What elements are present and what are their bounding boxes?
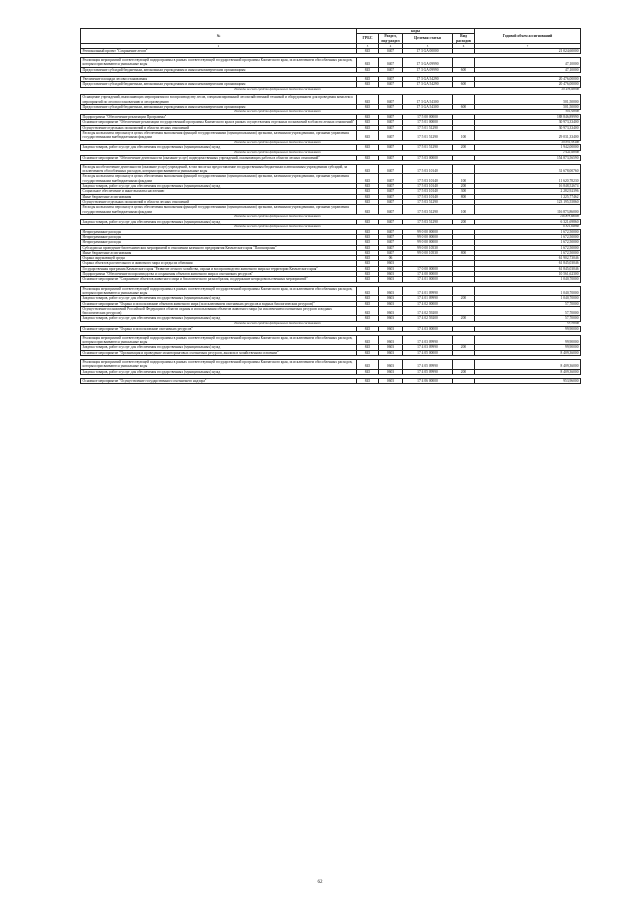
row-amount-cell: 20 476,00000 [475,82,581,87]
federal-note-amount: 20 476,00000 [561,87,579,91]
row-target-cell: 17 4 01 09990 [403,286,453,296]
row-section-cell: 0603 [379,286,403,296]
row-name-cell: Подпрограмма "Обеспечение воспроизводства и сохранения объектов животного мира и охотничьих ресурсов" [81,272,357,277]
budget-table-sheet [80,28,580,384]
row-amount-cell: 30 973,33400 [475,125,581,130]
row-type-cell [453,286,475,296]
row-name-cell: Предоставление субсидий бюджетным, автономным учреждениям и иным некоммерческим организациям [81,105,357,110]
row-grbs-cell: 845 [357,131,379,141]
row-name-cell: Предоставление субсидий бюджетным, автономным учреждениям и иным некоммерческим организациям [81,67,357,72]
table-row [81,286,581,296]
row-grbs-cell: 845 [357,272,379,277]
row-amount-cell: 16 848,52674 [475,184,581,189]
row-target-cell: 99 0 00 00000 [403,240,453,245]
row-type-cell: 800 [453,250,475,255]
row-name-cell: Увеличение площади лесовосстановления [81,77,357,82]
header-grbs: ГРБС [357,34,379,44]
row-section-cell: 0407 [379,174,403,184]
row-grbs-cell: 845 [357,115,379,120]
row-target-cell: 17 5 01 51290 [403,145,453,150]
row-target-cell: 17 5 01 51290 [403,131,453,141]
row-grbs-cell: 845 [357,189,379,194]
row-target-cell: 17 5 00 00000 [403,115,453,120]
row-target-cell: 17 4 00 00000 [403,272,453,277]
row-target-cell: 17 4 06 00000 [403,378,453,383]
row-type-cell [453,360,475,370]
row-amount-cell: 1 040,70000 [475,286,581,296]
row-target-cell: 17 4 05 09990 [403,369,453,374]
federal-note-text: Расходы за счет средств федерального бюджета составляют [234,150,321,154]
row-name-cell: Основное мероприятие "Охрана и использование объектов животного мира (за исключением охотничьих ресурсов и водных биологических ресурсов)" [81,301,357,306]
row-section-cell: 0603 [379,261,403,266]
header-codes: коды [357,29,475,34]
row-name-cell: Социальное обеспечение и иные выплаты населению [81,189,357,194]
row-grbs-cell: 845 [357,184,379,189]
row-grbs-cell: 845 [357,82,379,87]
row-amount-cell: 47,10000 [475,58,581,68]
row-grbs-cell: 845 [357,301,379,306]
row-section-cell: 0407 [379,199,403,204]
row-section-cell: 0407 [379,58,403,68]
row-grbs-cell: 845 [357,286,379,296]
row-target-cell: 17 4 03 09990 [403,345,453,350]
row-name-cell: Осуществление отдельных полномочий в области лесных отношений [81,199,357,204]
row-name-cell: Закупка товаров, работ и услуг для обеспечения государственных (муниципальных) нужд [81,345,357,350]
row-section-cell: 0407 [379,67,403,72]
row-type-cell [453,378,475,383]
row-type-cell: 800 [453,194,475,199]
colnum-grbs: 3 [357,43,379,48]
row-amount-cell: 8 409,36000 [475,350,581,355]
row-section-cell: 0407 [379,145,403,150]
row-amount-cell: 29 031,33400 [475,131,581,141]
row-amount-cell: 10 561,62300 [475,272,581,277]
row-amount-cell: 20 476,00000 [475,77,581,82]
federal-note-text: Расходы за счет средств федерального бюджета составляют [234,321,321,325]
row-type-cell: 200 [453,184,475,189]
colnum-section: 4 [379,43,403,48]
table-row [81,205,581,215]
row-section-cell: 0407 [379,250,403,255]
row-name-cell: Реализация мероприятий соответствующей подпрограммы в рамках соответствующей государственной программы Камчатского края, за исключением обособленных расходов, которым присваиваются уникальные коды [81,58,357,68]
row-section-cell: 0603 [379,326,403,331]
row-section-cell: 0603 [379,266,403,271]
row-target-cell: 17 5 01 51290 [403,125,453,130]
row-name-cell: Основное мероприятие "Охрана и использование охотничьих ресурсов" [81,326,357,331]
header-expense-type: Вид расходов [453,34,475,44]
federal-note-text: Расходы за счет средств федерального бюджета составляют [234,224,321,228]
row-grbs-cell: 845 [357,250,379,255]
row-name-cell: Закупка товаров, работ и услуг для обеспечения государственных (муниципальных) нужд [81,316,357,321]
row-grbs-cell: 845 [357,326,379,331]
row-type-cell [453,95,475,105]
row-type-cell: 200 [453,369,475,374]
federal-note-text: Расходы за счет средств федерального бюджета составляют [234,87,321,91]
row-target-cell: 17 5 03 10140 [403,174,453,184]
row-amount-cell: 61 845,03046 [475,261,581,266]
row-name-cell: Основное мероприятие "Сохранение объектов животного мира и биологического разнообразия, поддержание непродовольственных мероприятий" [81,277,357,282]
row-grbs-cell: 845 [357,266,379,271]
row-target-cell: 17 3 GA 54290 [403,82,453,87]
row-target-cell: 17 5 03 51290 [403,199,453,204]
row-name-cell: Осуществление отдельных полномочий в области лесных отношений [81,125,357,130]
page-number: 62 [317,880,323,885]
row-section-cell: 0407 [379,95,403,105]
row-target-cell: 99 0 00 00000 [403,229,453,234]
federal-note-amount: 1 942,00000 [563,150,579,154]
row-name-cell: Реализация мероприятий соответствующей подпрограммы в рамках соответствующей государственной программы Камчатского края, за исключением обособленных расходов, которым присваиваются уникальные коды [81,335,357,345]
row-type-cell: 600 [453,105,475,110]
row-grbs-cell: 845 [357,219,379,224]
row-amount-cell: 1 672,50000 [475,245,581,250]
row-name-cell: Непрограммные расходы [81,234,357,239]
row-section-cell: 0603 [379,316,403,321]
row-grbs-cell: 845 [357,120,379,125]
row-section-cell: 0603 [379,306,403,316]
federal-note-text: Расходы за счет средств федерального бюджета составляют [234,140,321,144]
row-section-cell: 0407 [379,219,403,224]
row-section-cell: 0407 [379,131,403,141]
row-name-cell: Осуществление полномочий Российской Федерации в области охраны и использования объектов животного мира (за исключением охотничьих ресурсов и водных биологических ресурсов) [81,306,357,316]
federal-note-amount: 29 031,33400 [561,140,579,144]
table-row [81,95,581,105]
row-section-cell: 0407 [379,240,403,245]
row-section-cell: 0407 [379,82,403,87]
row-target-cell: 17 5 03 10140 [403,194,453,199]
row-amount-cell: 953,96000 [475,378,581,383]
federal-note-text: Расходы за счет средств федерального бюджета составляют [234,214,321,218]
row-target-cell: 17 5 03 00000 [403,155,453,160]
row-amount-cell: 99,90000 [475,345,581,350]
row-name-cell: Закупка товаров, работ и услуг для обеспечения государственных (муниципальных) нужд [81,219,357,224]
row-amount-cell: 6 321,69860 [475,219,581,224]
table-body [81,48,581,383]
row-name-cell: Непрограммные расходы [81,229,357,234]
row-section-cell: 0603 [379,360,403,370]
row-grbs-cell: 845 [357,245,379,250]
row-amount-cell: 57,70000 [475,306,581,316]
row-amount-cell: 47,10000 [475,67,581,72]
row-type-cell [453,58,475,68]
row-name-cell: Реализация мероприятий соответствующей подпрограммы в рамках соответствующей государственной программы Камчатского края, за исключением обособленных расходов, которым присваиваются уникальные коды [81,286,357,296]
row-grbs-cell: 845 [357,378,379,383]
row-amount-cell: 99,90000 [475,335,581,345]
row-target-cell: 99 0 00 10530 [403,250,453,255]
row-section-cell: 0407 [379,245,403,250]
row-section-cell: 0407 [379,115,403,120]
row-section-cell: 0407 [379,229,403,234]
row-grbs-cell: 845 [357,155,379,160]
row-grbs-cell: 845 [357,234,379,239]
row-grbs-cell: 845 [357,345,379,350]
row-grbs-cell: 845 [357,229,379,234]
row-type-cell: 100 [453,131,475,141]
row-name-cell: Реализация мероприятий соответствующей подпрограммы в рамках соответствующей государственной программы Камчатского края, за исключением обособленных расходов, которым присваиваются уникальные коды [81,360,357,370]
row-section-cell: 0407 [379,105,403,110]
row-section-cell: 0603 [379,350,403,355]
row-target-cell: 17 3 GA 00000 [403,48,453,53]
row-amount-cell: 11 620,78230 [475,174,581,184]
row-section-cell: 0407 [379,194,403,199]
row-section-cell: 0407 [379,120,403,125]
row-amount-cell: 1 672,50000 [475,250,581,255]
row-target-cell: 17 4 03 09990 [403,335,453,345]
colnum-name: 2 [81,43,357,48]
row-type-cell: 200 [453,296,475,301]
row-grbs-cell: 845 [357,174,379,184]
row-section-cell: 0603 [379,301,403,306]
row-section-cell: 0603 [379,345,403,350]
row-target-cell: 17 4 05 00000 [403,350,453,355]
row-name-cell: Расходы на выплаты персоналу в целях обеспечения выполнения функций государственными (муниципальными) органами, казенными учреждениями, органами управления государственными внебюджетными фондами [81,131,357,141]
row-target-cell: 99 0 00 00000 [403,234,453,239]
row-grbs-cell: 845 [357,350,379,355]
row-target-cell: 17 5 03 51290 [403,205,453,215]
row-grbs-cell: 845 [357,164,379,174]
row-section-cell: 0603 [379,369,403,374]
row-section-cell: 0603 [379,296,403,301]
row-section-cell: 06 [379,256,403,261]
row-name-cell: Основное мероприятие "Обеспечение реализации государственной программы Камчатского края в рамках осуществления отдельных полномочий в области лесных отношений" [81,120,357,125]
row-section-cell: 0603 [379,277,403,282]
colnum-type: 6 [453,43,475,48]
row-grbs-cell: 845 [357,335,379,345]
row-grbs-cell: 845 [357,240,379,245]
row-name-cell: Государственная программа Камчатского края "Развитие лесного хозяйства, охрана и воспроизводство животного мира на территории Камчатского края" [81,266,357,271]
row-target-cell: 17 5 01 00000 [403,120,453,125]
table-row [81,306,581,316]
row-section-cell: 0407 [379,48,403,53]
row-type-cell: 200 [453,219,475,224]
row-section-cell: 0407 [379,155,403,160]
row-target-cell: 17 3 GA 09990 [403,67,453,72]
row-target-cell: 17 5 03 10140 [403,184,453,189]
row-amount-cell: 1 942,00000 [475,145,581,150]
row-grbs-cell: 845 [357,277,379,282]
row-target-cell: 17 5 03 10140 [403,164,453,174]
table-row [81,378,581,383]
row-target-cell: 17 4 01 00000 [403,277,453,282]
row-target-cell: 17 3 GA 09990 [403,58,453,68]
row-name-cell: Расходы на выплаты персоналу в целях обеспечения выполнения функций государственными (муниципальными) органами, казенными учреждениями, органами управления государственными внебюджетными фондами [81,205,357,215]
row-target-cell: 17 4 02 59200 [403,316,453,321]
row-section-cell: 0603 [379,335,403,345]
row-amount-cell: 30 973,33400 [475,120,581,125]
row-grbs-cell: 845 [357,77,379,82]
row-amount-cell: 1 672,50000 [475,240,581,245]
row-amount-cell: 1 225,77462 [475,194,581,199]
row-amount-cell: 188 846,89990 [475,115,581,120]
row-amount-cell: 501,50000 [475,95,581,105]
row-grbs-cell: 845 [357,125,379,130]
row-grbs-cell: 845 [357,48,379,53]
row-type-cell: 300 [453,189,475,194]
row-grbs-cell: 845 [357,105,379,110]
header-num: № [81,29,357,44]
row-amount-cell: 154 873,56590 [475,155,581,160]
row-target-cell: 17 4 01 09990 [403,296,453,301]
table-row [81,360,581,370]
row-grbs-cell: 845 [357,145,379,150]
table-row [81,164,581,174]
row-amount-cell: 21 024,60000 [475,48,581,53]
row-amount-cell: 57,70000 [475,316,581,321]
row-section-cell: 0407 [379,125,403,130]
row-grbs-cell: 845 [357,58,379,68]
federal-note-amount: 6 321,69860 [563,224,579,228]
row-grbs-cell: 845 [357,95,379,105]
row-type-cell: 100 [453,205,475,215]
row-section-cell: 0603 [379,272,403,277]
row-grbs-cell: 845 [357,369,379,374]
row-section-cell: 0407 [379,77,403,82]
row-name-cell: Подпрограмма "Обеспечение реализации Программы" [81,115,357,120]
table-row [81,174,581,184]
row-target-cell: 17 3 GA 54290 [403,77,453,82]
header-annual-amount: Годовой объем ассигнований [475,29,581,44]
row-amount-cell: 1 040,70000 [475,296,581,301]
row-name-cell: Закупка товаров, работ и услуг для обеспечения государственных (муниципальных) нужд [81,369,357,374]
row-name-cell: Оснащение учреждений, выполняющих мероприятия по воспроизводству лесов, специализированной лесохозяйственной техникой и оборудованием для проведения комплекса мероприятий по лесовосстановлению и лесоразведению [81,95,357,105]
row-grbs-cell: 845 [357,296,379,301]
row-name-cell: Закупка товаров, работ и услуг для обеспечения государственных (муниципальных) нужд [81,296,357,301]
row-amount-cell: 1 672,50000 [475,229,581,234]
row-name-cell: Охрана объектов растительного и животного мира и среды их обитания [81,261,357,266]
row-target-cell: 17 4 05 09990 [403,360,453,370]
row-grbs-cell: 845 [357,261,379,266]
row-amount-cell: 8 409,36000 [475,360,581,370]
row-grbs-cell: 845 [357,256,379,261]
row-target-cell: 17 5 03 51290 [403,219,453,224]
row-section-cell: 0603 [379,378,403,383]
row-amount-cell: 1 040,70000 [475,277,581,282]
row-section-cell: 0407 [379,234,403,239]
row-name-cell: Основное мероприятие "Осуществление государственного охотничьего надзора" [81,378,357,383]
row-grbs-cell: 845 [357,360,379,370]
row-name-cell: Иные бюджетные ассигнования [81,250,357,255]
row-type-cell: 600 [453,67,475,72]
row-amount-cell: 1 672,50000 [475,234,581,239]
row-type-cell [453,335,475,345]
federal-note-text: Расходы за счет средств федерального бюджета составляют [234,109,321,114]
row-amount-cell: 99,90000 [475,326,581,331]
budget-table [80,28,581,384]
row-type-cell: 100 [453,174,475,184]
row-amount-cell: 61 845,03046 [475,266,581,271]
colnum-sum: 7 [475,43,581,48]
row-section-cell: 0407 [379,184,403,189]
row-name-cell: Охрана окружающей среды [81,256,357,261]
row-name-cell: Субсидии на проведение биотехнических мероприятий в отношении казенного предприятия Камчатского края "Пасокохраны" [81,245,357,250]
row-amount-cell: 116 873,86000 [475,205,581,215]
row-type-cell: 200 [453,145,475,150]
row-amount-cell: 57,70000 [475,301,581,306]
row-type-cell [453,164,475,174]
row-grbs-cell: 845 [357,199,379,204]
row-name-cell: Расходы на выплаты персоналу в целях обеспечения выполнения функций государственными (муниципальными) органами, казенными учреждениями, органами управления государственными внебюджетными фондами [81,174,357,184]
colnum-target: 5 [403,43,453,48]
federal-note-amount: 116 873,86000 [560,214,579,218]
row-target-cell: 17 3 GA 54300 [403,105,453,110]
row-name-cell: Иные бюджетные ассигнования [81,194,357,199]
row-name-cell: Закупка товаров, работ и услуг для обеспечения государственных (муниципальных) нужд [81,184,357,189]
row-name-cell: Предоставление субсидий бюджетным, автономным учреждениям и иным некоммерческим организациям [81,82,357,87]
row-target-cell: 17 4 02 59200 [403,306,453,316]
row-grbs-cell: 845 [357,316,379,321]
row-target-cell: 17 3 GA 54300 [403,95,453,105]
row-type-cell [453,306,475,316]
row-grbs-cell: 845 [357,306,379,316]
row-grbs-cell: 845 [357,205,379,215]
row-target-cell: 99 0 00 10530 [403,245,453,250]
row-name-cell: Основное мероприятие "Организация и проведение мониторинговых охотничьих ресурсов, анализа в хозяйственном освоении" [81,350,357,355]
federal-note-amount: 501,50000 [565,109,579,114]
row-section-cell: 0407 [379,164,403,174]
row-target-cell: 17 5 03 10140 [403,189,453,194]
row-target-cell: 17 4 02 00000 [403,301,453,306]
row-name-cell: Закупка товаров, работ и услуг для обеспечения государственных (муниципальных) нужд [81,145,357,150]
row-grbs-cell: 845 [357,67,379,72]
row-amount-cell: 501,50000 [475,105,581,110]
row-type-cell: 600 [453,82,475,87]
row-target-cell: 17 4 03 00000 [403,326,453,331]
row-name-cell: Основное мероприятие "Обеспечение деятельности (оказание услуг) подведомственных учреждений, оказывающих работы в области лесных отношений" [81,155,357,160]
row-amount-cell: 61 902,73046 [475,256,581,261]
row-section-cell: 0407 [379,205,403,215]
table-row [81,335,581,345]
row-amount-cell: 2 282,92396 [475,189,581,194]
table-row [81,131,581,141]
row-section-cell: 0407 [379,189,403,194]
row-amount-cell: 8 409,36000 [475,369,581,374]
row-type-cell: 200 [453,345,475,350]
row-grbs-cell: 845 [357,194,379,199]
header-target-article: Целевая статья [403,34,453,44]
row-name-cell: Региональный проект "Сохранение лесов" [81,48,357,53]
row-target-cell: 17 0 00 00000 [403,266,453,271]
table-row [81,58,581,68]
row-name-cell: Непрограммные расходы [81,240,357,245]
federal-note-amount: 57,70000 [567,321,579,325]
row-name-cell: Расходы на обеспечение деятельности (оказание услуг) учреждений, в том числе на предоставление государственным бюджетным и автономным учреждениям субсидий, за исключением обособленных расходов, которым присваиваются уникальные коды [81,164,357,174]
row-amount-cell: 31 678,00760 [475,164,581,174]
row-type-cell: 200 [453,316,475,321]
header-section: Раздел, под-раздел [379,34,403,44]
row-amount-cell: 123 195,55860 [475,199,581,204]
